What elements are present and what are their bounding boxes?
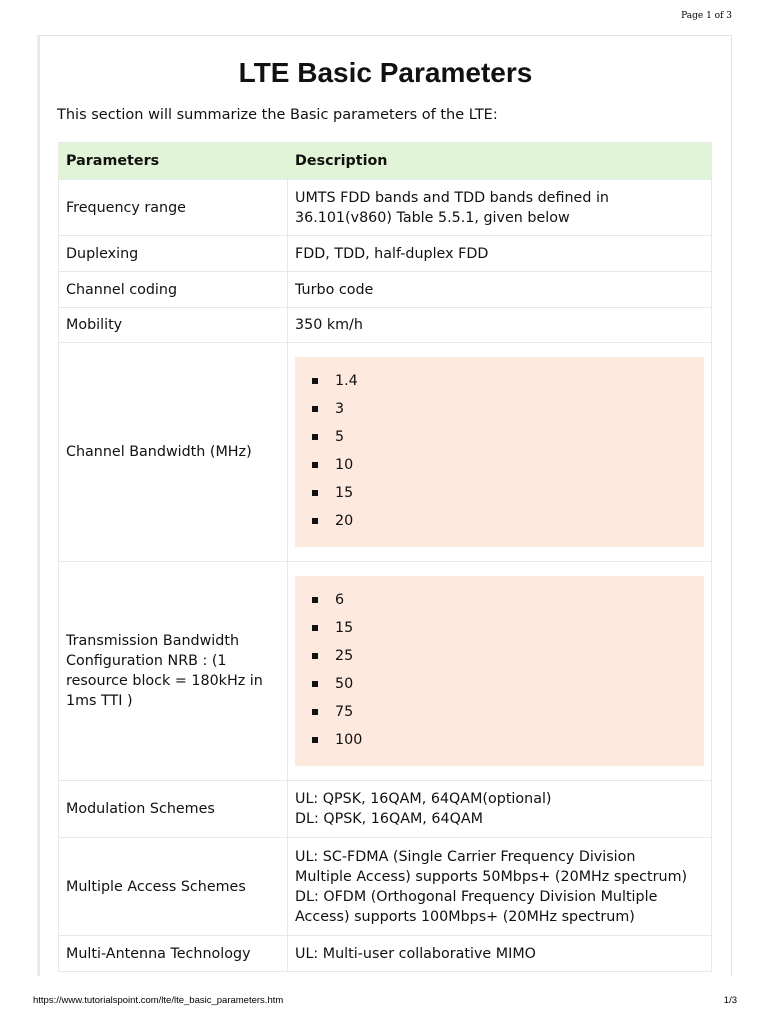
param-line: Configuration NRB : (1 [66,653,227,669]
desc-cell [288,781,712,838]
nrb-list [311,587,704,755]
list-item: 15 [311,480,704,508]
list-item: 1.4 [311,368,704,396]
bandwidth-list-box [295,357,704,547]
intro-text: This section will summarize the Basic parameters of the LTE: [57,107,498,123]
desc-cell: FDD, TDD, half-duplex FDD [288,236,712,272]
desc-cell: Turbo code [288,272,712,308]
param-cell: Mobility [59,308,288,343]
desc-cell [288,838,712,936]
param-line: Transmission Bandwidth [66,633,240,649]
list-item: 10 [311,452,704,480]
list-item: 75 [311,699,704,727]
desc-line: DL: QPSK, 16QAM, 64QAM [295,811,483,827]
list-item: 5 [311,424,704,452]
param-cell: Channel Bandwidth (MHz) [59,343,288,562]
param-cell: Multi-Antenna Technology [59,936,288,972]
param-cell: Multiple Access Schemes [59,838,288,936]
desc-line: UMTS FDD bands and TDD bands defined in [295,189,609,206]
param-cell: Frequency range [59,180,288,236]
nrb-list-box [295,576,704,766]
header-description: Description [288,143,712,180]
list-item: 20 [311,508,704,536]
footer-page-number: 1/3 [723,995,737,1006]
desc-line: UL: SC-FDMA (Single Carrier Frequency Division [295,848,636,865]
table-row [59,781,712,838]
desc-line: 36.101(v860) Table 5.5.1, given below [295,209,570,226]
footer-url-link[interactable]: https://www.tutorialspoint.com/lte/lte_basic_parameters.htm [33,995,284,1006]
desc-line: Multiple Access) supports 50Mbps+ (20MHz spectrum) [295,868,688,885]
list-item: 50 [311,671,704,699]
param-cell: Channel coding [59,272,288,308]
table-row [59,180,712,236]
bandwidth-list [311,368,704,536]
desc-line: DL: OFDM (Orthogonal Frequency Division Multiple [295,888,658,905]
desc-line: UL: QPSK, 16QAM, 64QAM(optional) [295,791,552,807]
list-item: 25 [311,643,704,671]
desc-cell: 350 km/h [288,308,712,343]
param-cell: Duplexing [59,236,288,272]
desc-cell [288,562,712,781]
header-parameters: Parameters [59,143,288,180]
desc-cell [288,343,712,562]
desc-cell: UL: Multi-user collaborative MIMO [288,936,712,972]
list-item: 3 [311,396,704,424]
content-card [39,35,732,976]
desc-line: Access) supports 100Mbps+ (20MHz spectrum) [295,908,635,925]
page-title: LTE Basic Parameters [238,57,533,88]
desc-cell [288,180,712,236]
table-header-row [59,143,712,180]
param-cell [59,562,288,781]
param-line: 1ms TTI ) [66,693,133,709]
table-row [59,343,712,562]
page-counter: Page 1 of 3 [681,11,732,21]
list-item: 6 [311,587,704,615]
param-cell: Modulation Schemes [59,781,288,838]
list-item: 15 [311,615,704,643]
table-row [59,308,712,343]
table-row [59,272,712,308]
param-line: resource block = 180kHz in [66,673,263,689]
table-row [59,562,712,781]
table-row [59,936,712,972]
parameters-table [58,142,712,972]
list-item: 100 [311,727,704,755]
table-row [59,838,712,936]
table-row [59,236,712,272]
